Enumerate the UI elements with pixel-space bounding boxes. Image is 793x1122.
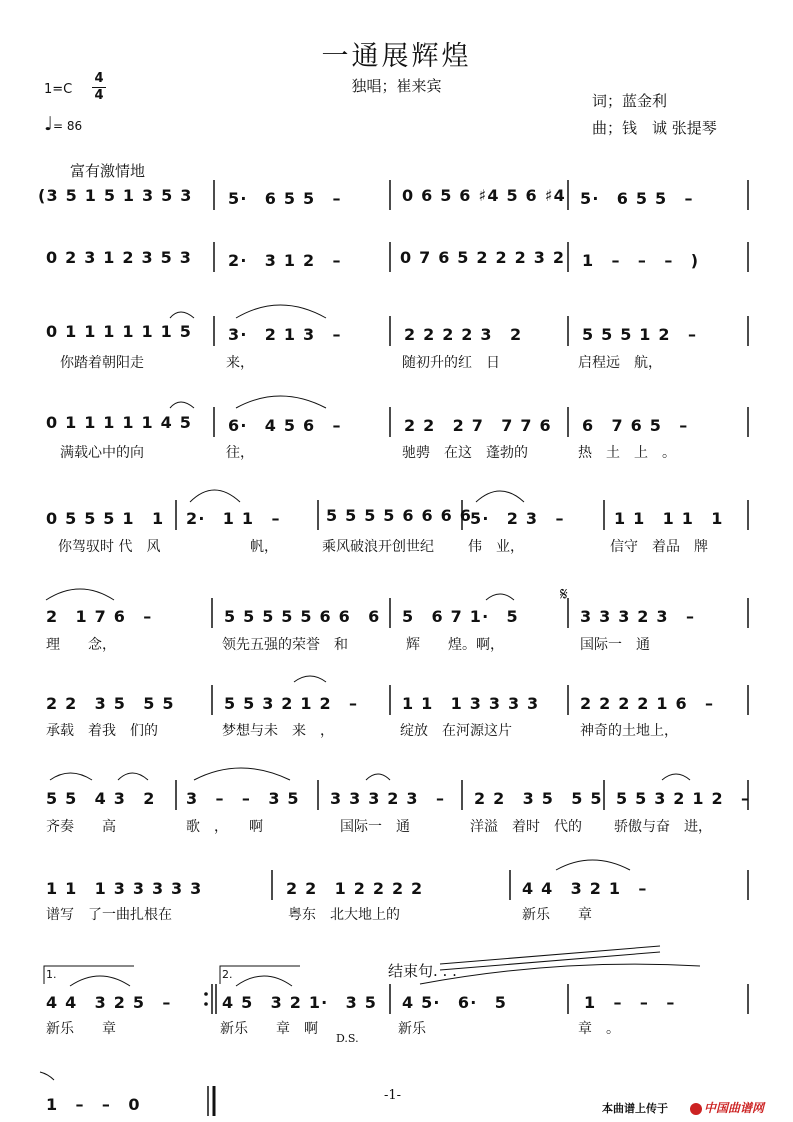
measure-notes: 5· 6 5 5 – <box>228 189 342 208</box>
lyric-line: 你驾驭时 代 风 <box>58 539 161 555</box>
lyric-line: 理 念， <box>46 637 116 653</box>
measure-notes: 0 1 1 1 1 1 4 5 <box>46 413 193 432</box>
lyric-line: 你踏着朝阳走 <box>60 355 144 371</box>
measure-notes: 1 1 1 1 1 <box>614 509 724 528</box>
lyric-line: 新乐 章 <box>522 907 592 923</box>
measure-notes: 4 4 3 2 5 – <box>46 993 172 1012</box>
measure-notes: 6· 4 5 6 – <box>228 416 342 435</box>
lyric-line: 梦想与未 来 ， <box>222 723 334 739</box>
lyric-line: 粤东 北大地上的 <box>288 907 400 923</box>
measure-notes: (3 5 1 5 1 3 5 3 <box>38 186 193 205</box>
measure-notes: 2· 3 1 2 – <box>228 251 342 270</box>
lyric-line: 新乐 章 <box>46 1021 116 1037</box>
lyric-line: 章 。 <box>578 1021 620 1037</box>
lyric-line: 神奇的土地上， <box>580 723 678 739</box>
lyric-line: 乘风破浪开创世纪 <box>322 539 434 555</box>
measure-notes: 4 5· 6· 5 <box>402 993 508 1012</box>
volta-1-label: 1. <box>46 968 57 981</box>
measure-notes: 5 5 5 5 5 6 6 6 <box>224 607 381 626</box>
coda-label: 结束句. . . <box>388 962 457 980</box>
measure-notes: 2 1 7 6 – <box>46 607 153 626</box>
measure-notes: 3 3 3 2 3 – <box>580 607 696 626</box>
lyric-line: 齐奏 高 <box>46 819 116 835</box>
lyric-line: 歌 ， 啊 <box>186 819 263 835</box>
measure-notes: 0 1 1 1 1 1 1 5 <box>46 322 193 341</box>
measure-notes: 2· 1 1 – <box>186 509 281 528</box>
lyric-line: 伟 业， <box>468 539 524 555</box>
segno-icon: 𝄋 <box>560 584 568 605</box>
lyric-line: 启程远 航， <box>578 355 662 371</box>
time-signature-top: 4 <box>94 71 104 86</box>
measure-notes: 0 6 5 6 ♯4 5 6 ♯4 <box>402 186 566 205</box>
measure-notes: 5 5 3 2 1 2 – <box>224 694 359 713</box>
lyric-line: 往， <box>226 445 254 461</box>
measure-notes: 2 2 2 2 3 2 <box>404 325 523 344</box>
slurs <box>40 305 700 1080</box>
lyric-line: 帆， <box>250 539 278 555</box>
measure-notes: 4 4 3 2 1 – <box>522 879 648 898</box>
key-signature: 1=C <box>44 82 73 97</box>
measure-notes: 2 2 2 7 7 7 6 <box>404 416 552 435</box>
lyric-line: 满载心中的向 <box>60 445 144 461</box>
measure-notes: 2 2 1 2 2 2 2 <box>286 879 424 898</box>
dal-segno-marking: D.S. <box>336 1032 359 1045</box>
time-signature-bottom: 4 <box>94 88 104 103</box>
lyric-line: 洋溢 着时 代的 <box>470 819 582 835</box>
lyricist-credit: 词；蓝金利 <box>592 92 668 110</box>
lyric-line: 信守 着品 牌 <box>610 539 708 555</box>
measure-notes: 3· 2 1 3 – <box>228 325 342 344</box>
measure-notes: 2 2 2 2 1 6 – <box>580 694 715 713</box>
measure-notes: 5 5 5 1 2 – <box>582 325 698 344</box>
measure-notes: 5· 2 3 – <box>470 509 565 528</box>
measure-notes: 2 2 3 5 5 5 <box>474 789 603 808</box>
measure-notes: 1 1 1 3 3 3 3 3 <box>46 879 203 898</box>
measure-notes: 2 2 3 5 5 5 <box>46 694 175 713</box>
measure-notes: 0 5 5 5 1 1 <box>46 509 165 528</box>
measure-notes: 3 3 3 2 3 – <box>330 789 446 808</box>
measure-notes: 1 – – – <box>584 993 676 1012</box>
expression-marking: 富有激情地 <box>70 162 146 180</box>
lyric-line: 新乐 章 啊 <box>220 1021 318 1037</box>
measure-notes: 5· 6 5 5 – <box>580 189 694 208</box>
lyric-line: 新乐 <box>398 1021 426 1037</box>
volta-2-label: 2. <box>222 968 233 981</box>
measure-notes: 3 – – 3 5 <box>186 789 300 808</box>
measure-notes: 5 5 5 5 6 6 6 6 <box>326 506 473 525</box>
lyric-line: 热 土 上 。 <box>578 445 676 461</box>
measure-notes: 1 – – – ) <box>582 251 700 270</box>
page-number: -1- <box>384 1088 402 1103</box>
repeat-dots <box>204 992 208 1006</box>
measure-notes: 1 1 1 3 3 3 3 <box>402 694 540 713</box>
measure-notes: 0 7 6 5 2 2 2 3 2 <box>400 248 566 267</box>
site-logo-text: 中国曲谱网 <box>704 1101 765 1115</box>
lyric-line: 承载 着我 们的 <box>46 723 158 739</box>
measure-notes: 5 6 7 1· 5 <box>402 607 519 626</box>
lyric-line: 国际一 通 <box>580 637 650 653</box>
lyric-line: 绽放 在河源这片 <box>400 723 512 739</box>
composer-credit: 曲；钱 诚 张提琴 <box>592 119 717 137</box>
measure-notes: 5 5 3 2 1 2 – <box>616 789 751 808</box>
measure-notes: 4 5 3 2 1· 3 5 <box>222 993 378 1012</box>
lyric-line: 谱写 了一曲扎根在 <box>46 907 172 923</box>
lyric-line: 驰骋 在这 蓬勃的 <box>402 445 528 461</box>
lyric-line: 随初升的红 日 <box>402 355 500 371</box>
volta-brackets <box>44 966 300 984</box>
lyric-line: 领先五强的荣誉 和 <box>222 637 348 653</box>
upload-note: 本曲谱上传于 <box>602 1102 668 1115</box>
measure-notes: 1 – – 0 <box>46 1095 141 1114</box>
measure-notes: 5 5 4 3 2 <box>46 789 156 808</box>
lyric-line: 来， <box>226 355 254 371</box>
measure-notes: 6 7 6 5 – <box>582 416 689 435</box>
lyric-line: 骄傲与奋 进， <box>614 819 712 835</box>
quarter-note-icon: ♩ <box>44 113 53 135</box>
lyric-line: 国际一 通 <box>340 819 410 835</box>
measure-notes: 0 2 3 1 2 3 5 3 <box>46 248 193 267</box>
singer-credit: 独唱；崔来宾 <box>351 77 442 95</box>
song-title: 一通展辉煌 <box>321 41 472 72</box>
tempo-value: = 86 <box>52 119 83 133</box>
lyric-line: 辉 煌。啊， <box>406 637 504 653</box>
